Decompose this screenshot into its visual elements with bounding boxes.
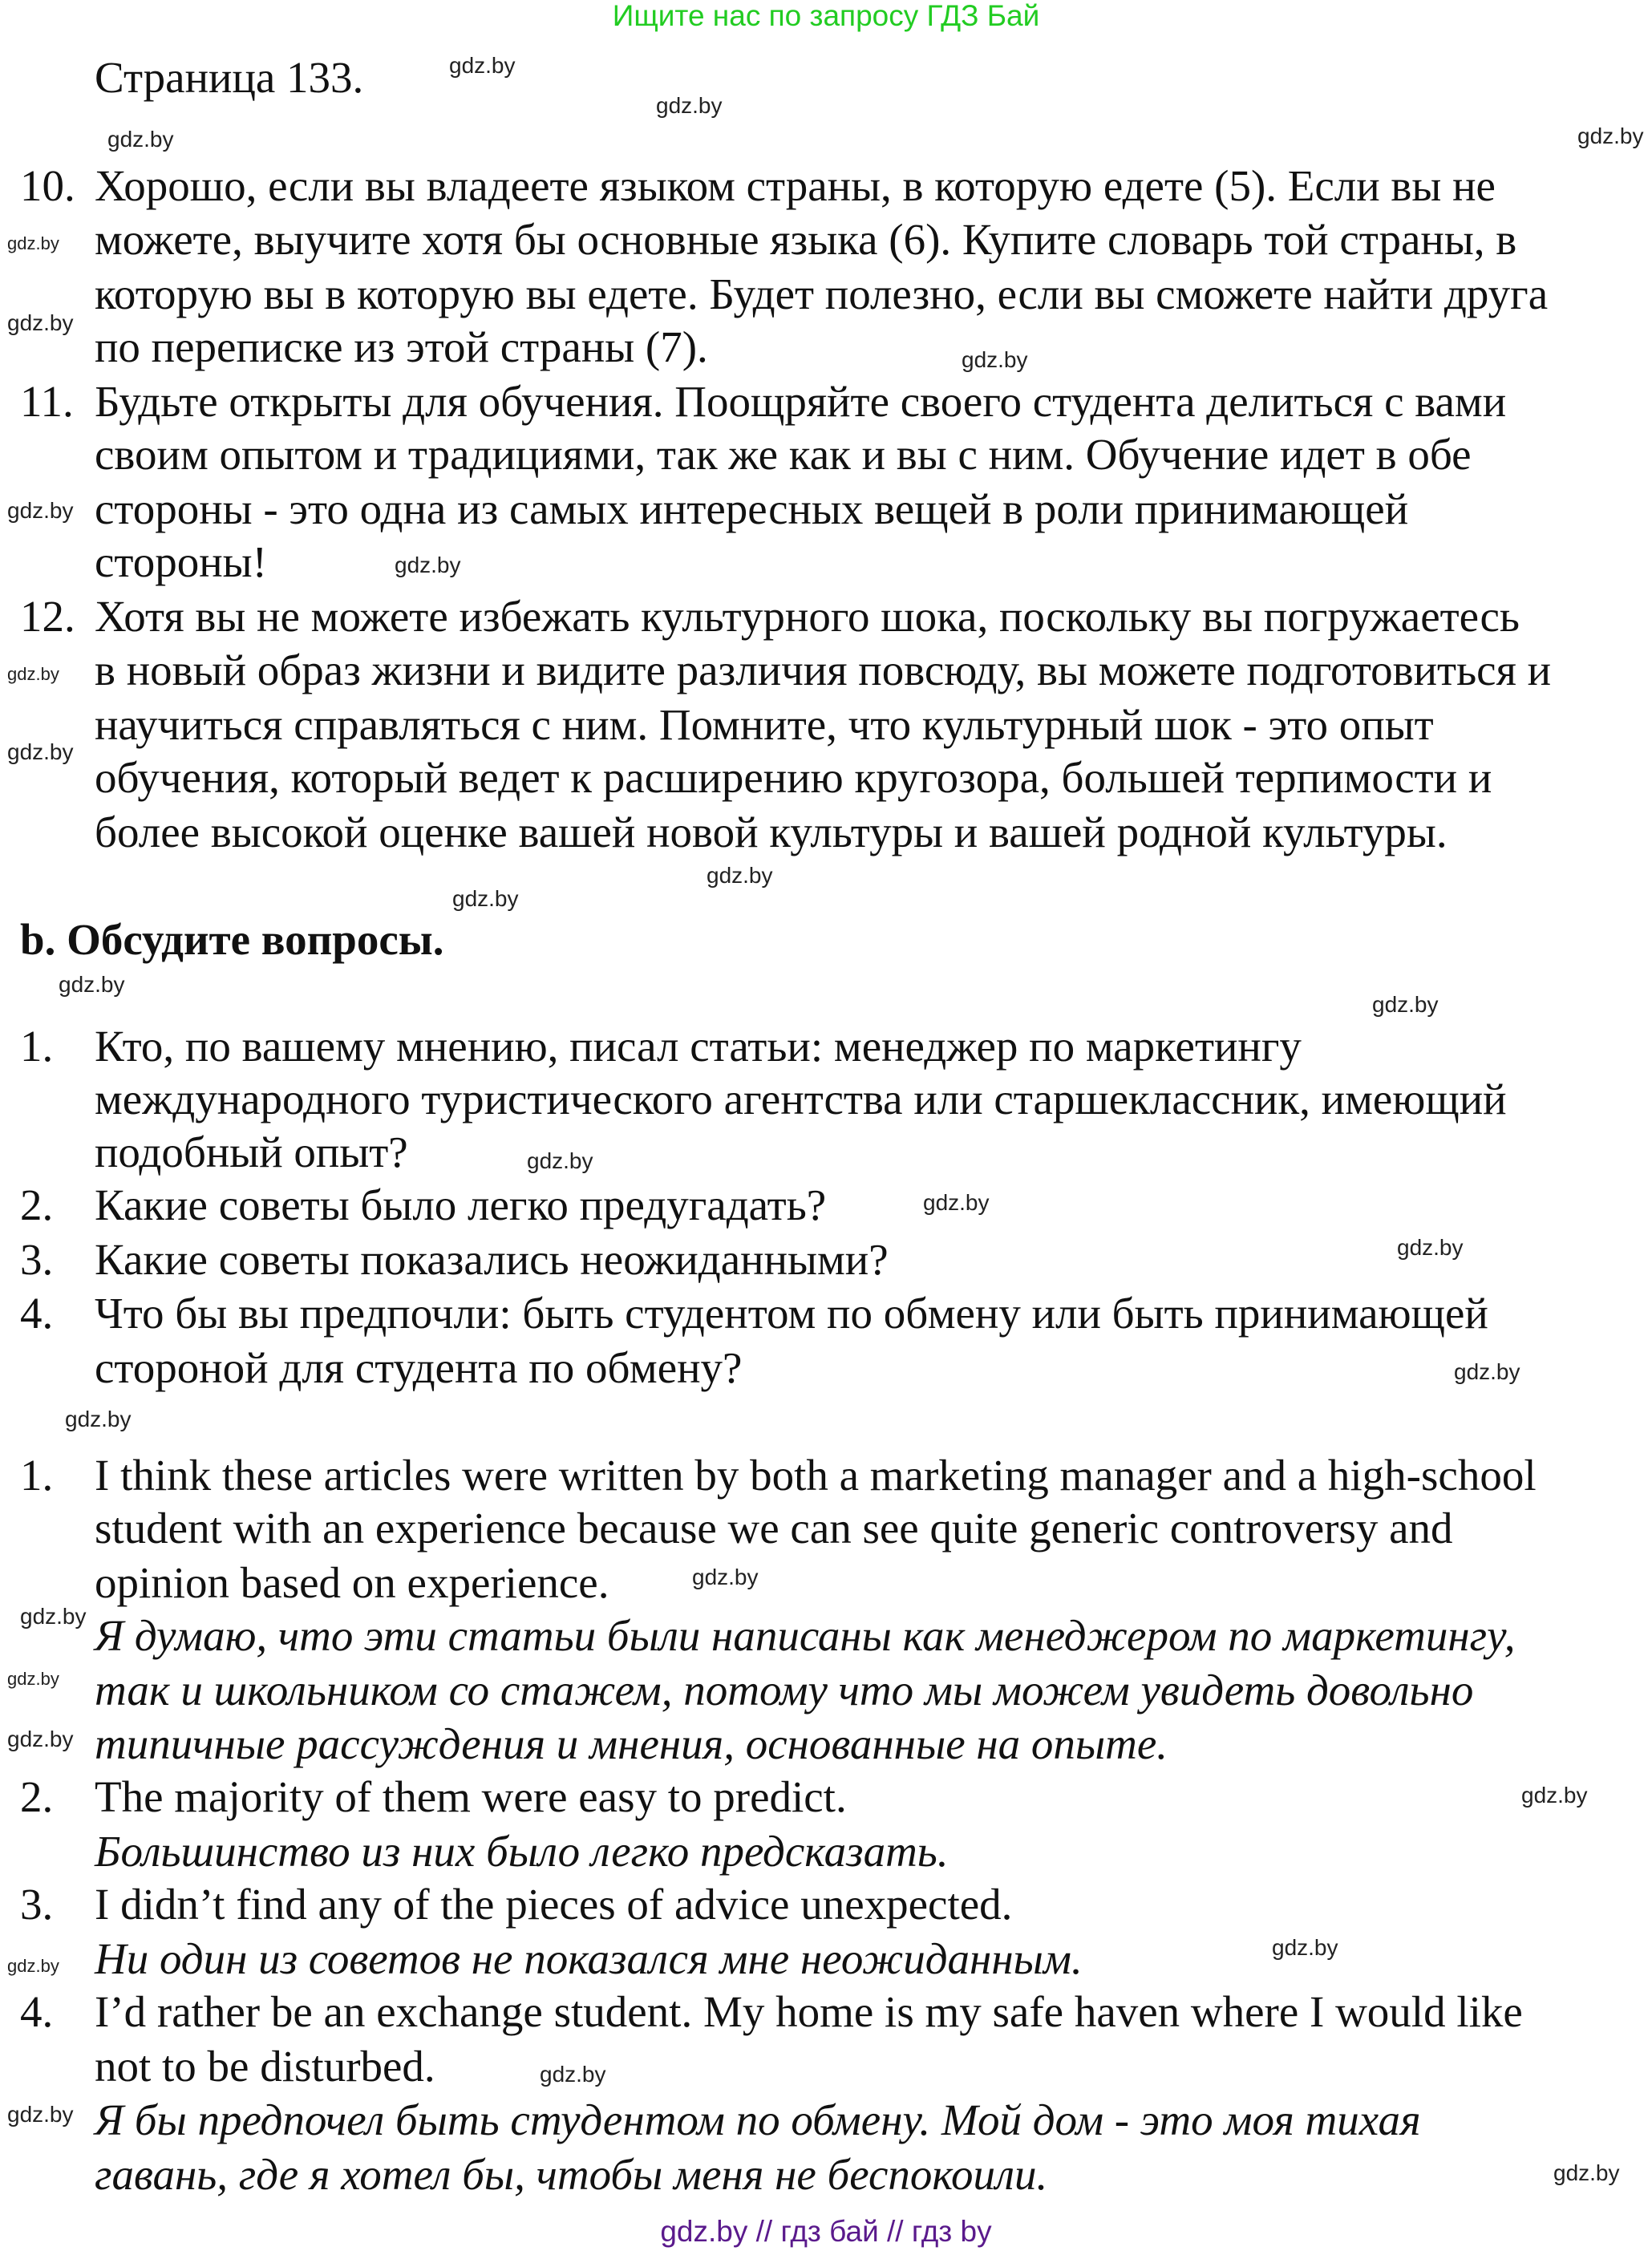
item-number: 10. xyxy=(20,161,75,210)
item-number: 1. xyxy=(20,1022,54,1071)
watermark: gdz.by xyxy=(527,1148,593,1173)
watermark: gdz.by xyxy=(7,1727,74,1751)
translation-line: Я думаю, что эти статьи были написаны как менеджером по маркетингу, xyxy=(95,1611,1516,1660)
text-line: I think these articles were written by both a marketing manager and a high-school xyxy=(95,1451,1537,1500)
text-line: I’d rather be an exchange student. My home is my safe haven where I would like xyxy=(95,1987,1523,2036)
watermark: gdz.by xyxy=(7,498,74,523)
footer-links[interactable]: gdz.by // гдз бай // гдз by xyxy=(660,2215,992,2248)
text-line: подобный опыт? xyxy=(95,1128,408,1176)
watermark: gdz.by xyxy=(1521,1783,1588,1808)
text-line: международного туристического агентства или старшеклассник, имеющий xyxy=(95,1075,1507,1123)
page-title: Страница 133. xyxy=(95,53,364,102)
text-line: I didn’t find any of the pieces of advice unexpected. xyxy=(95,1880,1013,1929)
watermark: gdz.by xyxy=(395,553,461,577)
watermark: gdz.by xyxy=(7,1669,59,1689)
text-line: Кто, по вашему мнению, писал статьи: менеджер по маркетингу xyxy=(95,1022,1302,1071)
text-line: стороны - это одна из самых интересных вещей в роли принимающей xyxy=(95,484,1409,533)
watermark: gdz.by xyxy=(7,2102,74,2127)
item-number: 11. xyxy=(20,377,74,426)
item-number: 12. xyxy=(20,592,75,641)
text-line: по переписке из этой страны (7). xyxy=(95,322,708,371)
translation-line: гавань, где я хотел бы, чтобы меня не беспокоили. xyxy=(95,2150,1048,2199)
watermark: gdz.by xyxy=(7,233,59,253)
text-line: можете, выучите хотя бы основные языка (6). Купите словарь той страны, в xyxy=(95,215,1517,264)
watermark: gdz.by xyxy=(7,739,74,764)
translation-line: Большинство из них было легко предсказать. xyxy=(95,1827,949,1876)
watermark: gdz.by xyxy=(65,1407,132,1431)
translation-line: типичные рассуждения и мнения, основанные на опыте. xyxy=(95,1719,1168,1768)
watermark: gdz.by xyxy=(59,972,125,997)
watermark: gdz.by xyxy=(707,863,773,888)
watermark: gdz.by xyxy=(20,1604,87,1629)
watermark: gdz.by xyxy=(1553,2160,1620,2185)
watermark: gdz.by xyxy=(962,347,1028,372)
text-line: научиться справляться с ним. Помните, что культурный шок - это опыт xyxy=(95,700,1434,749)
text-line: Какие советы показались неожиданными? xyxy=(95,1235,889,1284)
item-number: 1. xyxy=(20,1451,54,1500)
text-line: своим опытом и традициями, так же как и вы с ним. Обучение идет в обе xyxy=(95,430,1472,479)
text-line: Что бы вы предпочли: быть студентом по обмену или быть принимающей xyxy=(95,1289,1488,1338)
watermark: gdz.by xyxy=(7,664,59,684)
text-line: стороны! xyxy=(95,537,267,586)
item-number: 4. xyxy=(20,1987,54,2036)
item-number: 2. xyxy=(20,1180,54,1229)
text-line: стороной для студента по обмену? xyxy=(95,1343,743,1392)
translation-line: так и школьником со стажем, потому что мы можем увидеть довольно xyxy=(95,1666,1474,1715)
watermark: gdz.by xyxy=(7,310,74,335)
watermark: gdz.by xyxy=(452,886,519,911)
item-number: 4. xyxy=(20,1289,54,1338)
watermark: gdz.by xyxy=(1272,1935,1338,1960)
watermark: gdz.by xyxy=(1397,1235,1464,1260)
watermark: gdz.by xyxy=(540,2062,606,2087)
watermark: gdz.by xyxy=(449,53,516,78)
watermark: gdz.by xyxy=(923,1190,990,1215)
translation-line: Я бы предпочел быть студентом по обмену. Мой дом - это моя тихая xyxy=(95,2095,1421,2144)
watermark: gdz.by xyxy=(1577,123,1644,148)
text-line: обучения, который ведет к расширению кругозора, большей терпимости и xyxy=(95,753,1492,802)
watermark: gdz.by xyxy=(107,127,174,152)
text-line: opinion based on experience. xyxy=(95,1558,609,1607)
text-line: в новый образ жизни и видите различия повсюду, вы можете подготовиться и xyxy=(95,646,1552,694)
text-line: более высокой оценке вашей новой культуры и вашей родной культуры. xyxy=(95,808,1448,856)
text-line: The majority of them were easy to predict. xyxy=(95,1772,847,1821)
text-line: not to be disturbed. xyxy=(95,2042,435,2091)
watermark: gdz.by xyxy=(692,1565,759,1589)
watermark: gdz.by xyxy=(1372,992,1439,1017)
section-heading: b. Обсудите вопросы. xyxy=(20,915,444,964)
promo-header: Ищите нас по запросу ГДЗ Бай xyxy=(612,0,1040,32)
watermark: gdz.by xyxy=(656,93,723,118)
item-number: 3. xyxy=(20,1235,54,1284)
text-line: Хорошо, если вы владеете языком страны, в которую едете (5). Если вы не xyxy=(95,161,1496,210)
text-line: Хотя вы не можете избежать культурного шока, поскольку вы погружаетесь xyxy=(95,592,1520,641)
item-number: 3. xyxy=(20,1880,54,1929)
text-line: Будьте открыты для обучения. Поощряйте своего студента делиться с вами xyxy=(95,377,1507,426)
text-line: student with an experience because we can see quite generic controversy and xyxy=(95,1504,1453,1553)
item-number: 2. xyxy=(20,1772,54,1821)
watermark: gdz.by xyxy=(1454,1359,1520,1384)
watermark: gdz.by xyxy=(7,1956,59,1976)
translation-line: Ни один из советов не показался мне неожиданным. xyxy=(95,1934,1083,1983)
text-line: которую вы в которую вы едете. Будет полезно, если вы сможете найти друга xyxy=(95,269,1549,318)
text-line: Какие советы было легко предугадать? xyxy=(95,1180,827,1229)
